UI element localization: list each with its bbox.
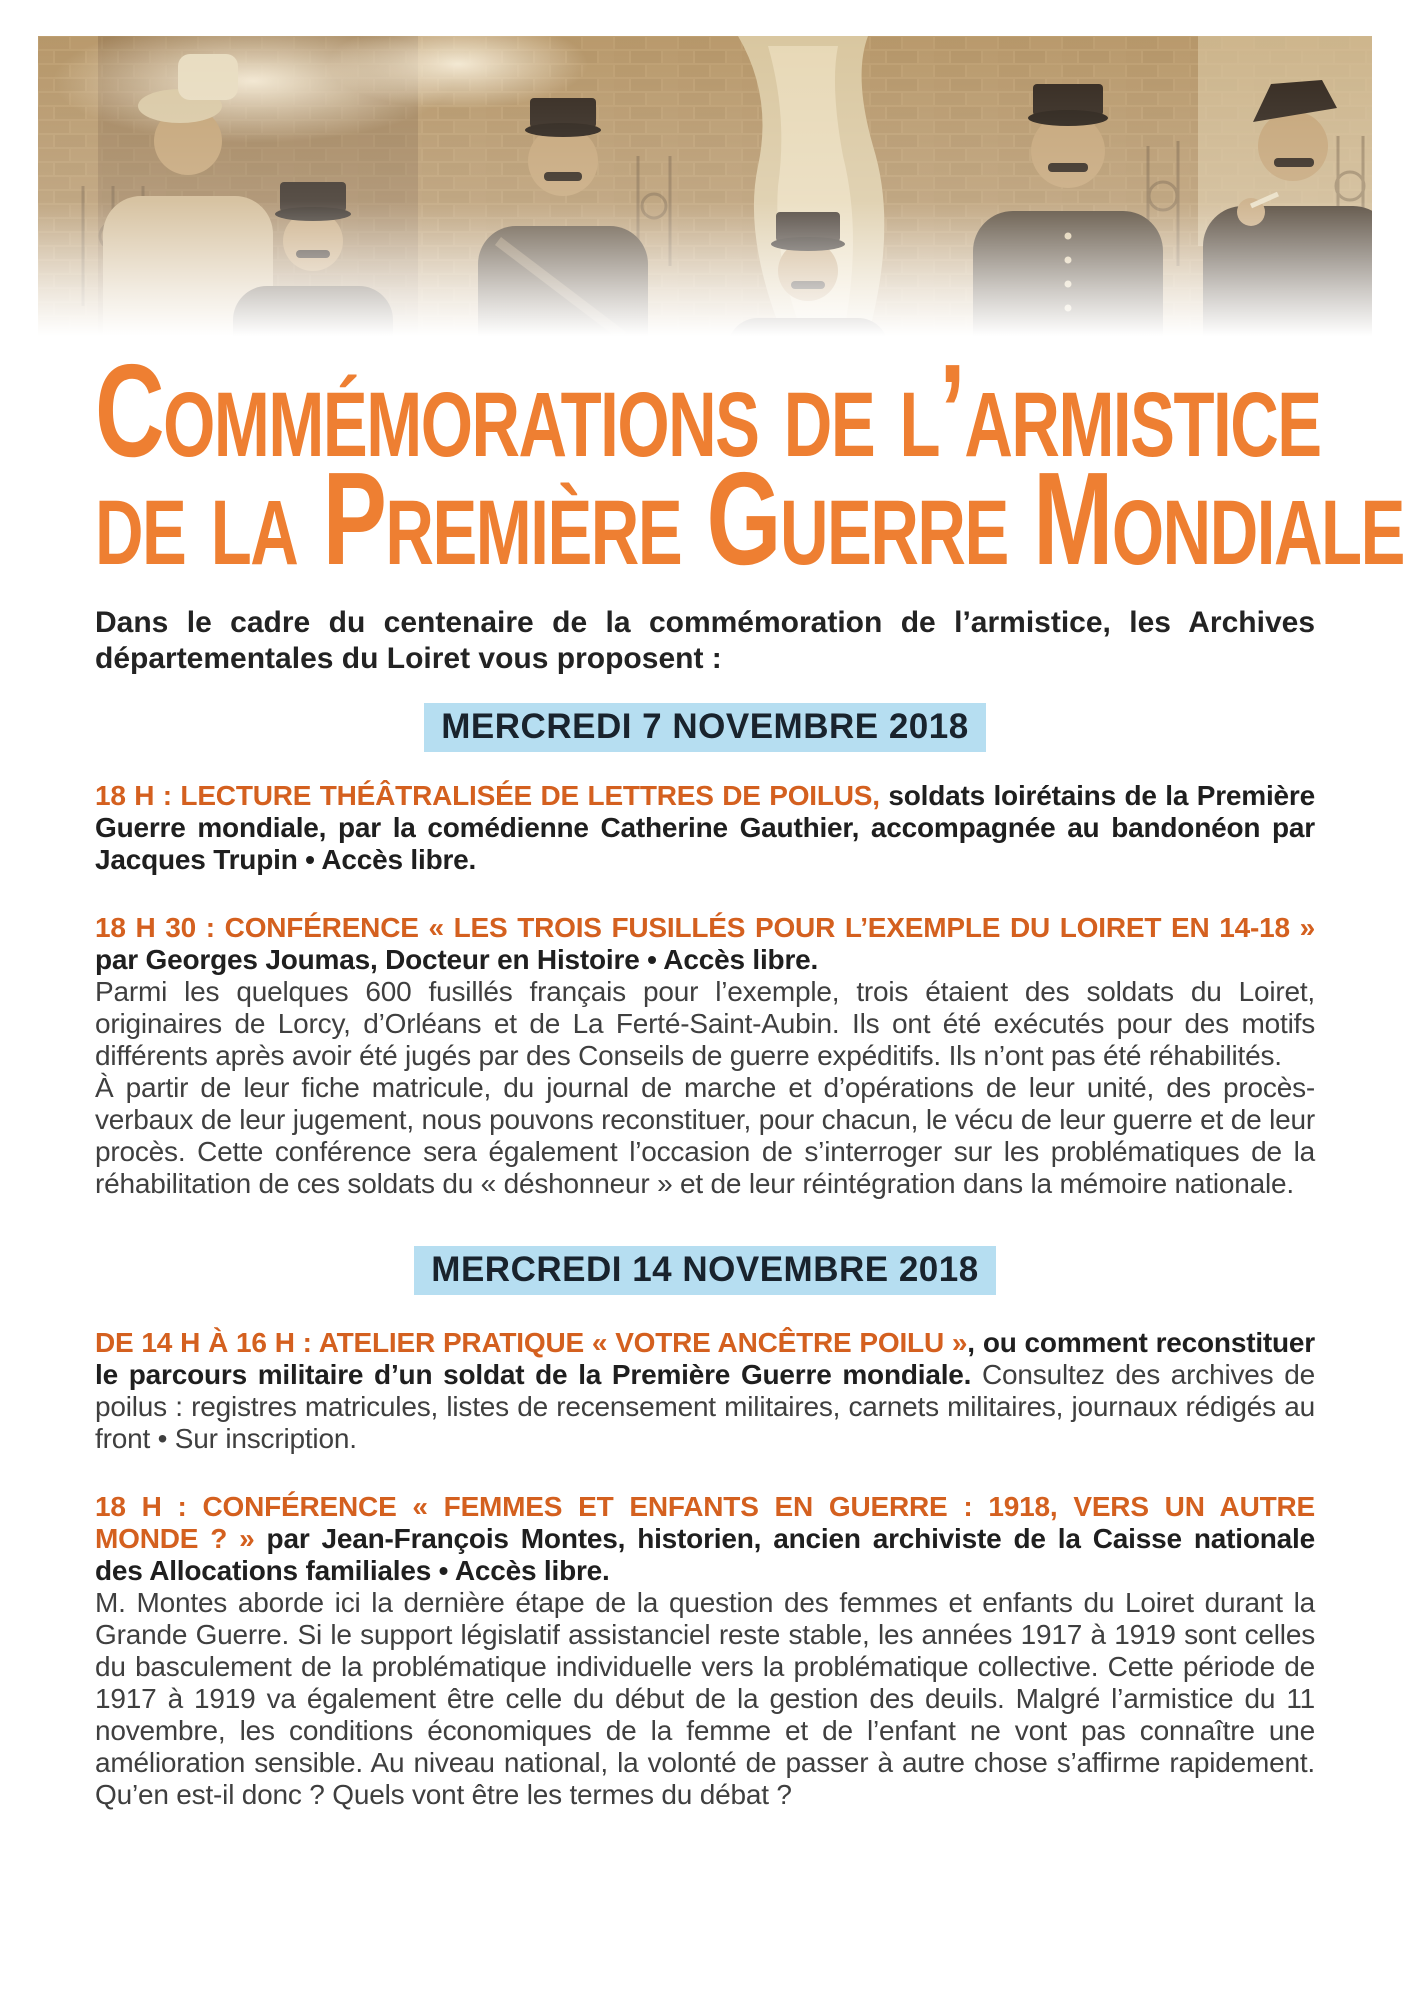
event-time-title: 18 H : LECTURE THÉÂTRALISÉE DE LETTRES DE POILUS, (95, 780, 880, 811)
page-title-line2: de la Première Guerre Mondiale (95, 445, 1404, 592)
page-title (95, 337, 1404, 592)
date-header-wrap-nov14 (95, 1246, 1315, 1295)
event-speaker-bold: par Jean-François Montes, historien, ancien archiviste de la Caisse nationale des Allocations familiales • Accès libre. (95, 1523, 1315, 1586)
event-time-title: DE 14 H À 16 H : ATELIER PRATIQUE « VOTRE ANCÊTRE POILU » (95, 1327, 968, 1358)
event-atelier-ancetre-poilu (95, 1327, 1315, 1455)
event-time-title: 18 H : CONFÉRENCE « FEMMES ET ENFANTS EN GUERRE : 1918, VERS UN AUTRE MONDE ? » (95, 1491, 1315, 1554)
event-conference-femmes-enfants (95, 1491, 1315, 1811)
event-description-bold: , ou comment reconstituer le parcours militaire d’un soldat de la Première Guerre mondiale. (95, 1327, 1315, 1390)
ww1-soldiers-photo (38, 36, 1372, 336)
intro-text: Dans le cadre du centenaire de la commémoration de l’armistice, les Archives départementales du Loiret vous proposent : (95, 606, 1315, 675)
event-description-regular: Consultez des archives de poilus : registres matricules, listes de recensement militaires, carnets militaires, journaux rédigés au front • Sur inscription. (95, 1359, 1315, 1454)
event-lead (95, 1327, 1315, 1455)
page-title-line1: Commémorations de l’armistice (95, 337, 1321, 484)
event-lecture-lettres-poilus (95, 780, 1315, 876)
date-header-nov7: MERCREDI 7 NOVEMBRE 2018 (424, 703, 985, 752)
date-header-wrap-nov7 (95, 703, 1315, 752)
event-description-bold: soldats loirétains de la Première Guerre mondiale, par la comédienne Catherine Gauthier, accompagnée au bandonéon par Jacques Trupin • Accès libre. (95, 780, 1315, 875)
flyer-content (95, 337, 1404, 1811)
event-lead (95, 780, 1315, 876)
ww1-soldiers-photo-art (38, 36, 1372, 336)
event-lead (95, 1491, 1315, 1587)
event-paragraph: M. Montes aborde ici la dernière étape de la question des femmes et enfants du Loiret durant la Grande Guerre. Si le support législatif assistanciel reste stable, les années 1917 à 1919 sont celles du basculement de la problématique individuelle vers la problématique collective. Cette période de 1917 à 1919 va également être celle du début de la gestion des deuils. Malgré l’armistice du 11 novembre, les conditions économiques de la femme et de l’enfant ne vont pas connaître une amélioration sensible. Au niveau national, la volonté de passer à autre chose s’affirme rapidement. Qu’en est-il donc ? Quels vont être les termes du débat ? (95, 1587, 1315, 1810)
event-speaker-bold: par Georges Joumas, Docteur en Histoire • Accès libre. (95, 944, 819, 975)
date-header-nov14: MERCREDI 14 NOVEMBRE 2018 (414, 1246, 995, 1295)
event-lead (95, 912, 1315, 976)
event-paragraph: À partir de leur fiche matricule, du journal de marche et d’opérations de leur unité, des procès-verbaux de leur jugement, nous pouvons reconstituer, pour chacun, le vécu de leur guerre et de leur procès. Cette conférence sera également l’occasion de s’interroger sur les problématiques de la réhabilitation de ces soldats du « déshonneur » et de leur réintégration dans la mémoire nationale. (95, 1072, 1315, 1199)
event-paragraph: Parmi les quelques 600 fusillés français pour l’exemple, trois étaient des soldats du Loiret, originaires de Lorcy, d’Orléans et de La Ferté-Saint-Aubin. Ils ont été exécutés pour des motifs différents après avoir été jugés par des Conseils de guerre expéditifs. Ils n’ont pas été réhabilités. (95, 976, 1315, 1071)
event-conference-fusilles (95, 912, 1315, 1200)
photo-bottom-fade (38, 36, 1372, 336)
event-time-title: 18 H 30 : CONFÉRENCE « LES TROIS FUSILLÉS POUR L’EXEMPLE DU LOIRET EN 14-18 » (95, 912, 1315, 943)
